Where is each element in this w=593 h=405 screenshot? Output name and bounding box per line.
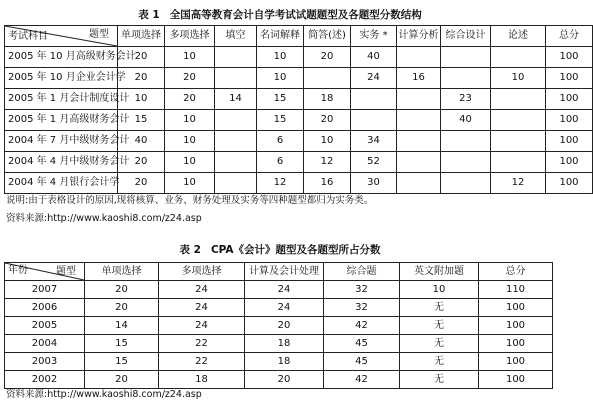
column-header: 单项选择 [85, 263, 159, 281]
column-header: 名词解释 [257, 26, 304, 47]
corner-top-label: 题型 [56, 266, 76, 277]
table-cell [215, 131, 257, 152]
row-label: 2004 年 4 月中级财务会计 [5, 152, 118, 173]
table-cell: 10 [257, 47, 304, 68]
table-cell: 100 [546, 89, 593, 110]
table-cell: 22 [159, 335, 245, 353]
table-cell: 10 [491, 68, 546, 89]
table-cell: 100 [479, 353, 553, 371]
row-label: 2003 [5, 353, 85, 371]
row-label: 2004 年 4 月银行会计学 [5, 173, 118, 194]
table-cell: 20 [118, 68, 165, 89]
table-cell [397, 152, 441, 173]
table2 [4, 262, 553, 389]
table-cell: 32 [324, 299, 400, 317]
table-cell: 34 [351, 131, 397, 152]
row-label: 2004 [5, 335, 85, 353]
row-label: 2005 [5, 317, 85, 335]
table-cell: 15 [85, 353, 159, 371]
table-cell: 30 [351, 173, 397, 194]
row-label: 2005 年 10 月企业会计学 [5, 68, 118, 89]
table-row [5, 317, 553, 335]
table-cell [351, 89, 397, 110]
table-row [5, 68, 593, 89]
row-label: 2007 [5, 281, 85, 299]
table-cell: 18 [159, 371, 245, 389]
table-row [5, 299, 553, 317]
table-cell: 45 [324, 353, 400, 371]
table-cell: 20 [165, 89, 215, 110]
table-cell: 23 [441, 89, 491, 110]
table-cell: 18 [245, 335, 324, 353]
table-cell: 45 [324, 335, 400, 353]
table-row [5, 353, 553, 371]
table-cell: 20 [304, 47, 351, 68]
table-cell: 10 [165, 173, 215, 194]
column-header: 英文附加题 [400, 263, 479, 281]
table-cell: 10 [400, 281, 479, 299]
table2-number: 表 2 [179, 244, 201, 256]
table-cell: 6 [257, 131, 304, 152]
table2-title: CPA《会计》题型及各题型所占分数 [210, 244, 381, 256]
column-header: 综合设计 [441, 26, 491, 47]
table-cell: 10 [165, 152, 215, 173]
column-header: 总分 [546, 26, 593, 47]
table-cell [397, 47, 441, 68]
table-cell [215, 110, 257, 131]
table1-caption [0, 7, 560, 22]
corner-bottom-label: 考试科目 [8, 31, 48, 42]
column-header: 计算分析 [397, 26, 441, 47]
table-row [5, 335, 553, 353]
table1-title: 全国高等教育会计自学考试试题题型及各题型分数结构 [169, 9, 422, 21]
table-cell: 10 [257, 68, 304, 89]
table-cell: 16 [304, 173, 351, 194]
table-cell [215, 47, 257, 68]
table-cell: 无 [400, 299, 479, 317]
table-cell: 24 [159, 299, 245, 317]
table-cell: 无 [400, 317, 479, 335]
table-cell: 42 [324, 371, 400, 389]
table-cell [491, 110, 546, 131]
table-cell: 100 [479, 317, 553, 335]
table-cell: 16 [397, 68, 441, 89]
table-cell: 24 [245, 281, 324, 299]
table-cell [304, 68, 351, 89]
table-cell: 10 [304, 131, 351, 152]
table-cell: 20 [85, 281, 159, 299]
table-cell: 20 [85, 299, 159, 317]
column-header: 多项选择 [165, 26, 215, 47]
table-cell: 24 [245, 299, 324, 317]
table-cell: 100 [546, 68, 593, 89]
table-cell [491, 131, 546, 152]
table-cell: 14 [85, 317, 159, 335]
column-header: 实务 * [351, 26, 397, 47]
table-cell [215, 152, 257, 173]
table-row [5, 152, 593, 173]
column-header: 单项选择 [118, 26, 165, 47]
table1-number: 表 1 [138, 9, 160, 21]
table-cell: 100 [479, 371, 553, 389]
table-cell: 无 [400, 353, 479, 371]
table-cell: 20 [118, 47, 165, 68]
corner-header [5, 263, 85, 281]
table-row [5, 131, 593, 152]
table-row [5, 110, 593, 131]
table-cell: 20 [245, 317, 324, 335]
row-label: 2002 [5, 371, 85, 389]
row-label: 2005 年 1 月高级财务会计 [5, 110, 118, 131]
table-cell: 52 [351, 152, 397, 173]
table-row [5, 173, 593, 194]
table-cell: 20 [118, 152, 165, 173]
row-label: 2004 年 7 月中级财务会计 [5, 131, 118, 152]
table-cell: 无 [400, 371, 479, 389]
corner-top-label: 题型 [89, 29, 109, 40]
table-cell [397, 173, 441, 194]
column-header: 论述 [491, 26, 546, 47]
table-cell [441, 173, 491, 194]
table-cell: 22 [159, 353, 245, 371]
table-cell [491, 47, 546, 68]
table-cell: 15 [118, 110, 165, 131]
table-cell: 18 [304, 89, 351, 110]
table-cell: 14 [215, 89, 257, 110]
column-header: 计算及会计处理 [245, 263, 324, 281]
table-cell: 100 [479, 299, 553, 317]
table-cell: 10 [165, 47, 215, 68]
table-cell: 6 [257, 152, 304, 173]
table-cell: 15 [257, 89, 304, 110]
table-cell: 20 [118, 173, 165, 194]
table-cell: 20 [304, 110, 351, 131]
corner-header [5, 26, 118, 47]
header-row [5, 263, 553, 281]
table-cell: 100 [546, 152, 593, 173]
table1-source: 资料来源:http://www.kaoshi8.com/z24.asp [6, 213, 202, 224]
table-cell: 100 [546, 47, 593, 68]
table-cell: 100 [546, 110, 593, 131]
table-cell: 10 [118, 89, 165, 110]
table-cell [215, 173, 257, 194]
table-cell: 100 [479, 335, 553, 353]
table-cell [351, 110, 397, 131]
table-row [5, 47, 593, 68]
table-cell [215, 68, 257, 89]
column-header: 多项选择 [159, 263, 245, 281]
row-label: 2006 [5, 299, 85, 317]
table-cell: 32 [324, 281, 400, 299]
table-cell: 100 [546, 173, 593, 194]
table1-note: 说明:由于表格设计的原因,现将核算、业务、财务处理及实务等四种题型都归为实务类。 [6, 195, 374, 206]
column-header: 综合题 [324, 263, 400, 281]
table-cell: 12 [304, 152, 351, 173]
table-cell: 40 [118, 131, 165, 152]
column-header: 总分 [479, 263, 553, 281]
table-cell [441, 131, 491, 152]
table-cell: 100 [546, 131, 593, 152]
column-header: 填空 [215, 26, 257, 47]
table-cell [441, 68, 491, 89]
table-cell: 40 [441, 110, 491, 131]
table-cell: 40 [351, 47, 397, 68]
table-cell: 12 [491, 173, 546, 194]
table-cell: 24 [351, 68, 397, 89]
table-cell: 15 [85, 335, 159, 353]
row-label: 2005 年 10 月高级财务会计 [5, 47, 118, 68]
table-cell: 18 [245, 353, 324, 371]
table-cell: 15 [257, 110, 304, 131]
table-cell [397, 131, 441, 152]
table-cell: 无 [400, 335, 479, 353]
header-row [5, 26, 593, 47]
table-cell: 20 [165, 68, 215, 89]
table-cell: 24 [159, 281, 245, 299]
table-cell [491, 152, 546, 173]
table-cell: 42 [324, 317, 400, 335]
table2-caption [0, 242, 560, 257]
table-row [5, 281, 553, 299]
table-cell: 24 [159, 317, 245, 335]
table2-source: 资料来源:http://www.kaoshi8.com/z24.asp [6, 389, 202, 400]
table-cell [397, 89, 441, 110]
table-row [5, 89, 593, 110]
table-cell [397, 110, 441, 131]
row-label: 2005 年 1 月会计制度设计 [5, 89, 118, 110]
table-cell: 110 [479, 281, 553, 299]
table-cell: 10 [165, 110, 215, 131]
column-header: 简答(述) [304, 26, 351, 47]
table-cell: 12 [257, 173, 304, 194]
table-cell: 20 [85, 371, 159, 389]
table-cell [491, 89, 546, 110]
table-cell: 20 [245, 371, 324, 389]
table-cell: 10 [165, 131, 215, 152]
table1 [4, 25, 593, 194]
table-cell [441, 47, 491, 68]
corner-bottom-label: 年份 [8, 265, 28, 276]
table-cell [441, 152, 491, 173]
